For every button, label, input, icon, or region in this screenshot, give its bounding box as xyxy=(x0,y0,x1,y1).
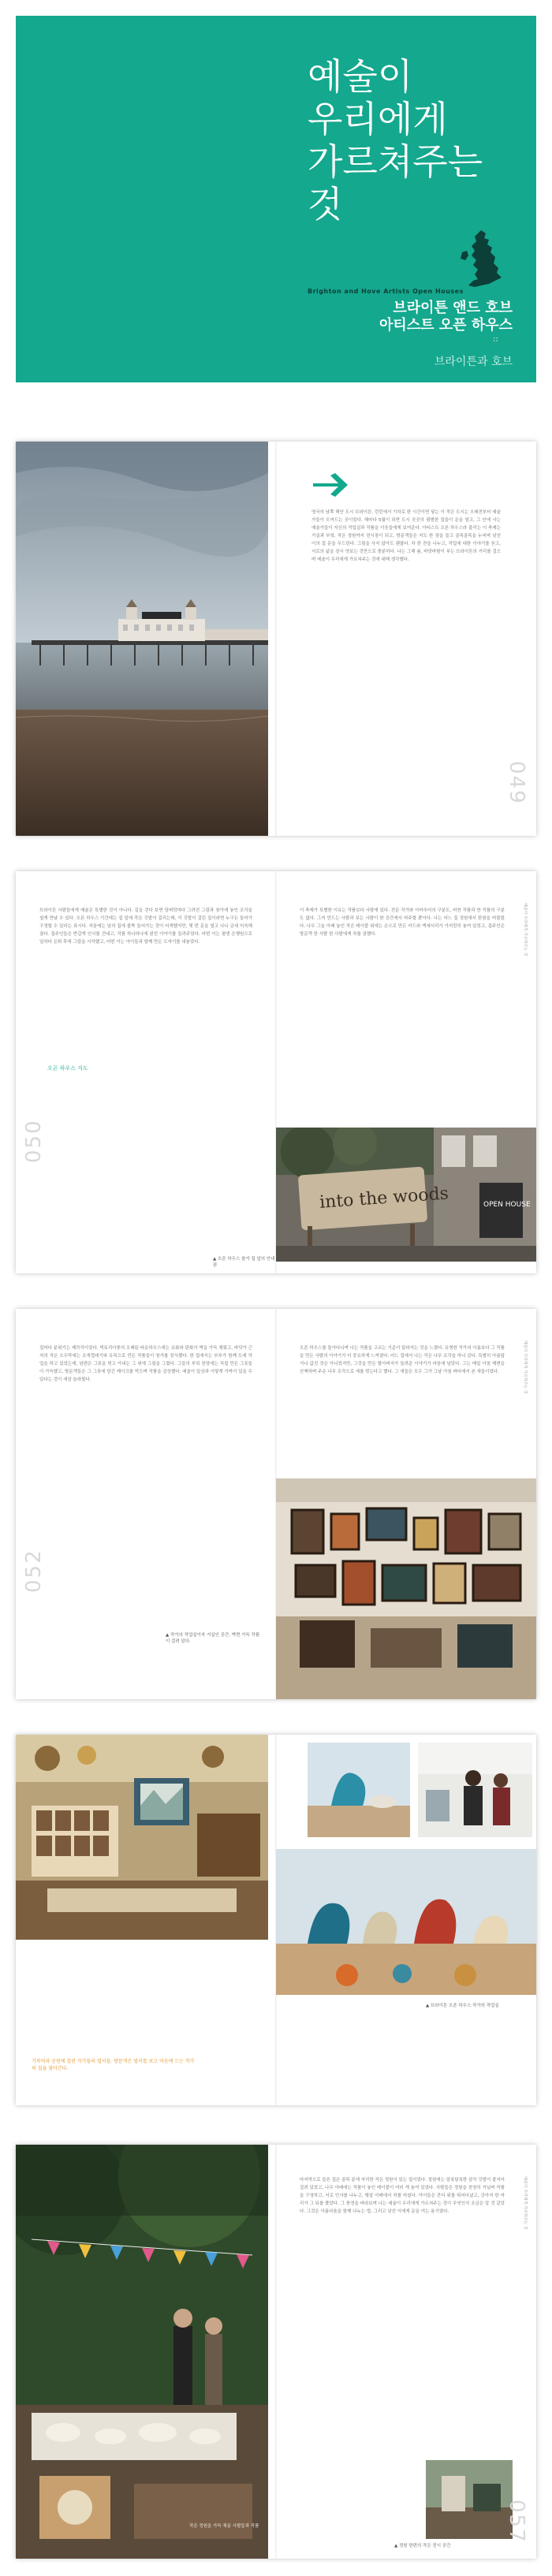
body-text-right: 이 축제가 특별한 이유는 작품보다 사람에 있다. 전문 작가와 아마추어의 구분도, 비싼 작품과 싼 작품의 구분도 없다. 그저 만드는 사람과 보는 사람이 한 공간에서 마주할 뿐이다. 나는 어느 집 정원에서 한참을 머물렀다. 나무 그늘 아래 놓인 작은 테이블 위에는 손으로 만든 카드와 액세서리가 가지런히 놓여 있었고, 집주인은 방문객 한 사람 한 사람에게 차를 권했다. xyxy=(300,908,505,937)
cover-title-line: 것 xyxy=(308,183,343,226)
cover-subtitle xyxy=(355,300,513,334)
workroom-photo xyxy=(276,1478,536,1699)
gutter xyxy=(275,2145,277,2559)
wooden-sign-photo xyxy=(276,1128,536,1262)
photo-caption: ▲ 작가의 작업실이자 거실인 공간. 벽면 가득 작품이 걸려 있다. xyxy=(166,1633,260,1644)
uk-map-icon xyxy=(457,229,505,292)
pull-quote: 오픈 하우스 지도 xyxy=(47,1065,88,1072)
body-text-left: 집마다 분위기는 제각각이었다. 빅토리아풍의 오래된 타운하우스에는 유화와 판화가 벽을 가득 채웠고, 바닷가 근처의 작은 오두막에는 조개껍데기와 유목으로 만든 작품들이 창가를 장식했다. 한 집에서는 부부가 함께 도예 작업을 하고 있었는데, 남편은 그릇을 빚고 아내는 그 위에 그림을 그렸다. 그들의 부엌 찬장에는 직접 만든 그릇들이 가득했고, 방문객들은 그 그릇에 담긴 케이크를 먹으며 작품을 감상했다. 예술이 일상과 이렇게 가까이 있을 수 있다는 것이 새삼 놀라웠다. xyxy=(39,1346,252,1382)
pier-photo xyxy=(16,442,268,836)
photo-caption-left: 작은 정원을 가득 채운 사람들과 작품 xyxy=(189,2524,259,2529)
page-number-right: 057 xyxy=(505,2500,528,2544)
spread-workroom xyxy=(16,1309,536,1699)
small-garden-photo xyxy=(426,2460,513,2539)
cover-subtitle-line: 브라이튼 앤드 호브 xyxy=(393,300,513,316)
spread-gallery xyxy=(16,1735,536,2105)
body-text: 영국의 남쪽 해안 도시 브라이튼. 런던에서 기차로 한 시간이면 닿는 이 작은 도시는 오래전부터 예술가들이 모여드는 곳이었다. 해마다 5월이 되면 도시 곳곳의 평범한 집들이 문을 열고, 그 안에 사는 예술가들이 자신의 작업실과 작품을 이웃들에게 보여준다. 아티스트 오픈 하우스라 불리는 이 축제는 거실과 부엌, 작은 정원까지 전시장이 되고, 방문객들은 지도 한 장을 들고 골목골목을 누비며 낯선 이의 집 문을 두드린다. 그림을 사지 않아도 괜찮다. 차 한 잔을 나누고, 작업에 대한 이야기를 듣고, 서로의 삶을 잠시 엿보는 것만으로 충분하다. 나는 그해 봄, 바닷바람이 부는 브라이튼의 거리를 걸으며 예술이 우리에게 가르쳐주는 것에 대해 생각했다. xyxy=(311,510,501,562)
postcard-wall-photo xyxy=(16,1735,268,1940)
orange-caption: 기차역과 공원에 걸린 작가들의 엽서들. 방문객은 엽서를 보고 마음에 드는 작가의 집을 찾아간다. xyxy=(32,2059,195,2071)
body-text-right: 오픈 하우스를 돌아다니며 나는 작품을 고르는 기준이 달라지는 것을 느꼈다. 유명한 작가의 이름보다 그 작품을 만든 사람의 이야기가 더 중요하게 느껴졌다. 어느 집에서 나는 작은 나무 조각을 하나 샀다. 특별히 아름답거나 값진 것은 아니었지만, 그것을 만든 할아버지가 들려준 이야기가 마음에 남았다. 그는 매일 아침 해변을 산책하며 주운 나무 조각으로 새를 깎는다고 했다. 그 새들은 모두 그가 그날 아침 바다에서 본 새들이었다. xyxy=(300,1346,505,1374)
photo-caption-right: ▲ 정원 한편의 작은 전시 공간 xyxy=(394,2544,451,2548)
cover-subtitle-line: 아티스트 오픈 하우스 xyxy=(379,317,513,334)
visitors-photo xyxy=(418,1743,532,1837)
cover-dots: :: xyxy=(493,335,498,344)
spread-pier xyxy=(16,442,536,836)
body-text-left: 브라이튼 사람들에게 예술은 특별한 것이 아니다. 길을 걷다 보면 담벼락마다 그려진 그림과 창가에 놓인 조각을 쉽게 만날 수 있다. 오픈 하우스 기간에는 집 앞에 작은 깃발이 걸리는데, 이 깃발이 걸린 집이라면 누구든 들어가 구경할 수 있다는 표시다. 처음에는 남의 집에 불쑥 들어가는 것이 어색했지만, 몇 번 문을 열고 나니 금세 익숙해졌다. 집주인들은 반갑게 인사를 건네고, 작품 하나하나에 얽힌 이야기를 들려주었다. 어떤 이는 평생 은행원으로 일하다 은퇴 후에 그림을 시작했고, 어떤 이는 아이들과 함께 만든 도자기를 내놓았다. xyxy=(39,908,252,945)
gutter xyxy=(275,442,277,836)
photo-caption-right: ▲ 브라이튼 오픈 하우스 작가의 작업실 xyxy=(426,2004,499,2008)
spread-open-house-sign xyxy=(16,871,536,1273)
cover-title-line: 가르쳐주는 xyxy=(308,140,483,183)
cover-author: 브라이튼과 호브 xyxy=(434,356,513,368)
page-number-left: 052 xyxy=(22,1549,46,1593)
cover-title-line: 예술이 xyxy=(308,55,413,98)
photo-caption: ▲ 오픈 하우스 참가 집 앞의 안내판 xyxy=(213,1257,275,1268)
spread-garden xyxy=(16,2145,536,2559)
sign-text: into the woods xyxy=(319,1184,449,1213)
cover-page xyxy=(16,16,536,382)
running-head: 예술이 우리에게 가르쳐주는 것 xyxy=(523,1340,528,1394)
cover-title-line: 우리에게 xyxy=(308,98,448,140)
ceramics-photo xyxy=(308,1743,410,1837)
garden-photo xyxy=(16,2145,268,2559)
page-number-left: 050 xyxy=(22,1119,46,1163)
body-text: 마지막으로 들른 집은 골목 끝에 자리한 작은 정원이 있는 집이었다. 정원에는 알록달록한 삼각 깃발이 줄지어 걸려 있었고, 나무 아래에는 작품이 놓인 테이블이 여러 개 놓여 있었다. 사람들은 정원을 천천히 거닐며 작품을 구경하고, 서로 인사를 나누고, 햇살 아래에서 차를 마셨다. 아이들은 잔디 위를 뛰어다녔고, 강아지 한 마리가 그 뒤를 쫓았다. 그 풍경을 바라보며 나는 예술이 우리에게 가르쳐주는 것이 무엇인지 조금은 알 것 같았다. 그것은 아름다움을 함께 나누는 법, 그리고 낯선 이에게 문을 여는 용기였다. xyxy=(300,2178,505,2214)
running-head: 예술이 우리에게 가르쳐주는 것 xyxy=(523,903,528,956)
board-text: OPEN HOUSE xyxy=(483,1201,531,1209)
cover-title xyxy=(308,55,483,226)
arrow-right-icon xyxy=(311,473,351,497)
bird-sculptures-photo xyxy=(276,1849,536,1995)
cover-subtitle-en: Brighton and Hove Artists Open Houses xyxy=(308,288,464,295)
page-number: 049 xyxy=(505,761,528,805)
running-head: 예술이 우리에게 가르쳐주는 것 xyxy=(523,2176,528,2230)
